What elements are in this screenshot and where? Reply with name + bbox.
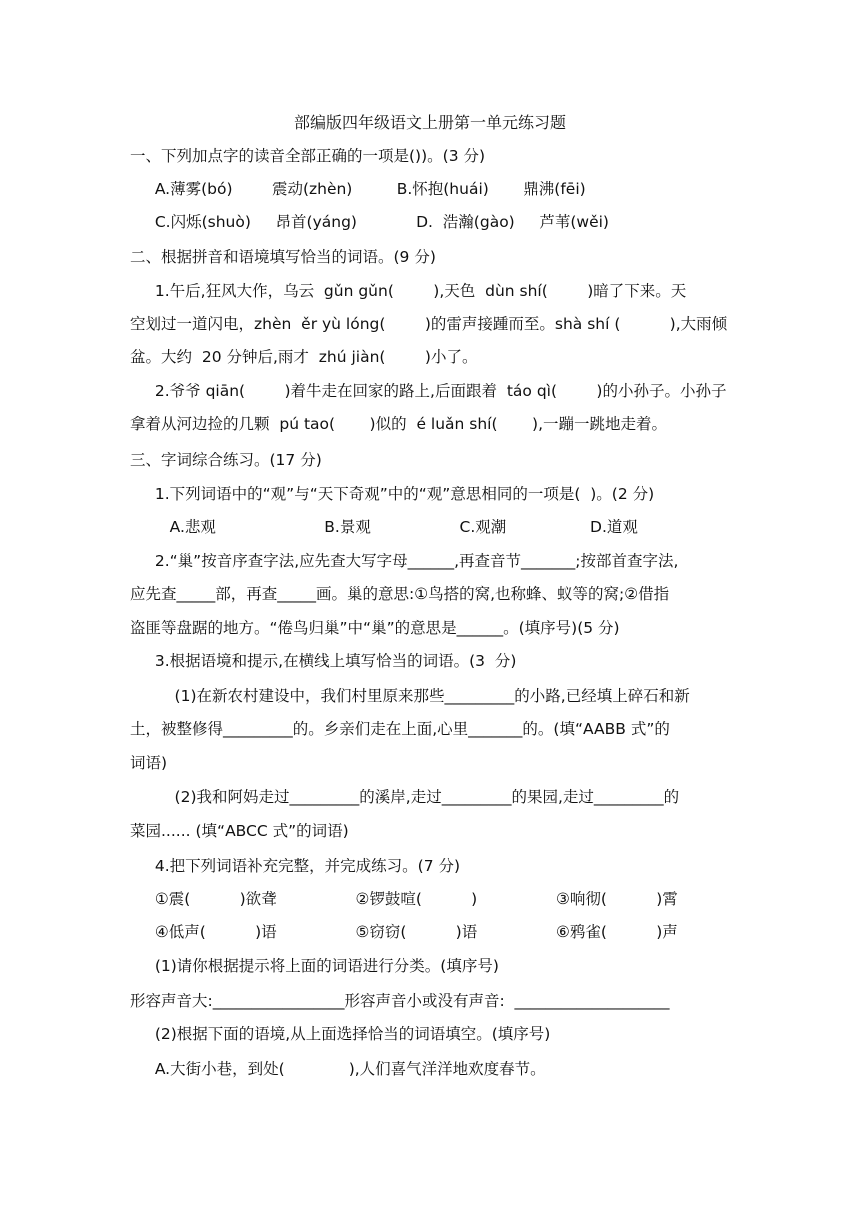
- text-line: 土，被整修得_________的。乡亲们走在上面,心里_______的。(填“AABB 式”的: [130, 720, 670, 738]
- text-line: 形容声音大:_________________形容声音小或没有声音: ____________________: [130, 992, 670, 1010]
- text-line: 应先查_____部，再查_____画。巢的意思:①鸟搭的窝,也称蜂、蚁等的窝;②借指: [130, 585, 670, 603]
- text-line: 1.下列词语中的“观”与“天下奇观”中的“观”意思相同的一项是( )。(2 分): [145, 485, 655, 503]
- text-line: 盗匪等盘踞的地方。“倦鸟归巢”中“巢”的意思是______。(填序号)(5 分): [130, 619, 620, 637]
- text-line: (2)根据下面的语境,从上面选择恰当的词语填空。(填序号): [145, 1025, 551, 1043]
- text-line: A.大街小巷，到处( ),人们喜气洋洋地欢度春节。: [145, 1060, 546, 1078]
- text-line: A.薄雾(bó) 震动(zhèn) B.怀抱(huái) 鼎沸(fēi): [145, 180, 586, 198]
- text-line: 词语): [130, 754, 168, 772]
- text-line: (1)在新农村建设中，我们村里原来那些_________的小路,已经填上碎石和新: [145, 687, 690, 705]
- text-line: (1)请你根据提示将上面的词语进行分类。(填序号): [145, 957, 499, 975]
- text-line: C.闪烁(shuò) 昂首(yáng) D. 浩瀚(gào) 芦苇(wěi): [145, 213, 609, 231]
- page-title: 部编版四年级语文上册第一单元练习题: [293, 113, 566, 132]
- text-line: 2.“巢”按音序查字法,应先查大写字母______,再查音节_______;按部首查字法,: [145, 552, 679, 570]
- text-line: 1.午后,狂风大作，乌云 gǔn gǔn( ),天色 dùn shí( )暗了下来。天: [145, 282, 687, 300]
- text-line: (2)我和阿妈走过_________的溪岸,走过_________的果园,走过_________的: [145, 788, 680, 806]
- text-line: 拿着从河边捡的几颗 pú tao( )似的 é luǎn shí( ),一蹦一跳地走着。: [130, 415, 667, 433]
- text-line: 菜园...... (填“ABCC 式”的词语): [130, 822, 349, 840]
- text-line: 盆。大约 20 分钟后,雨才 zhú jiàn( )小了。: [130, 348, 478, 366]
- text-line: 一、下列加点字的读音全部正确的一项是())。(3 分): [130, 147, 486, 165]
- text-line: 4.把下列词语补充完整，并完成练习。(7 分): [145, 857, 461, 875]
- text-line: 3.根据语境和提示,在横线上填写恰当的词语。(3 分): [145, 652, 517, 670]
- text-line: ①震( )欲聋 ②锣鼓喧( ) ③响彻( )霄: [145, 890, 678, 908]
- text-line: 空划过一道闪电，zhèn ěr yù lóng( )的雷声接踵而至。shà shí ( ),大雨倾: [130, 315, 728, 333]
- text-line: 三、字词综合练习。(17 分): [130, 451, 322, 469]
- text-line: 2.爷爷 qiān( )着牛走在回家的路上,后面跟着 táo qì( )的小孙子。小孙子: [145, 382, 727, 400]
- text-line: ④低声( )语 ⑤窃窃( )语 ⑥鸦雀( )声: [145, 923, 678, 941]
- text-line: A.悲观 B.景观 C.观潮 D.道观: [145, 518, 638, 536]
- text-line: 二、根据拼音和语境填写恰当的词语。(9 分): [130, 248, 436, 266]
